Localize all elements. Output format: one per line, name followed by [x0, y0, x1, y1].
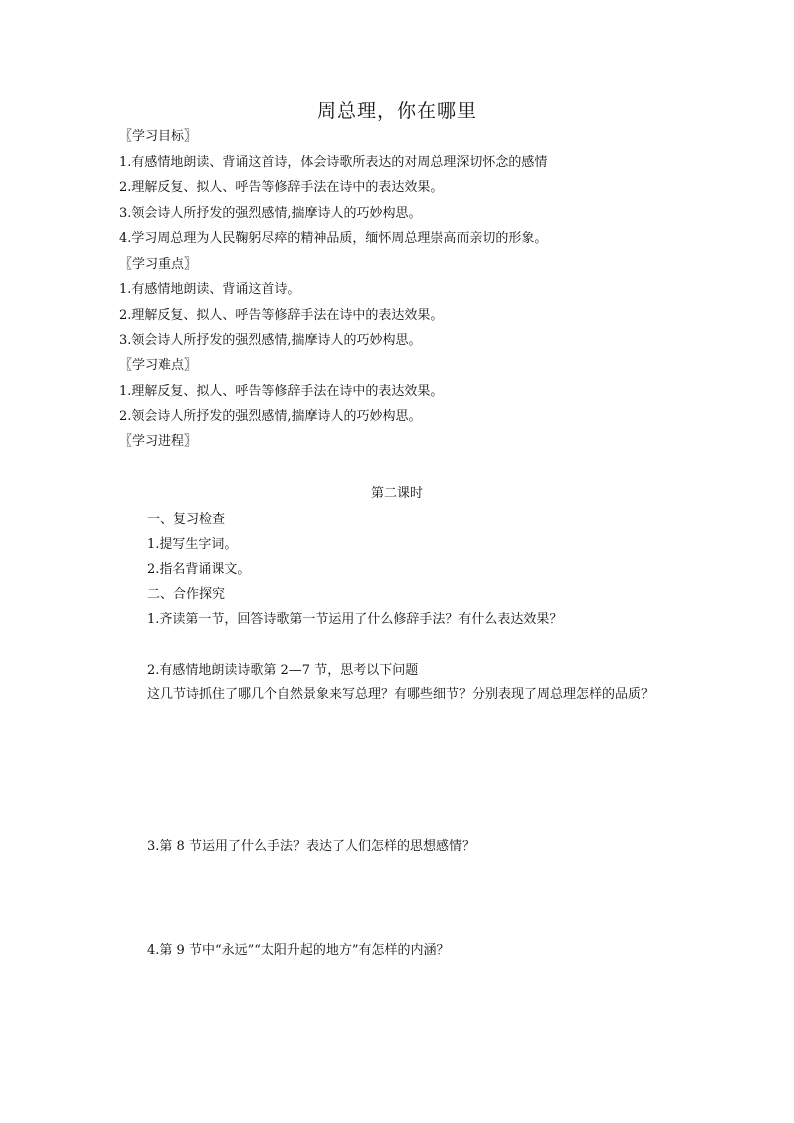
question-3: 3.第 8 节运用了什么手法？表达了人们怎样的思想感情？ — [147, 839, 475, 854]
key-points-heading: 〖学习重点〗 — [119, 257, 198, 272]
question-2-detail: 这几节诗抓住了哪几个自然景象来写总理？有哪些细节？分别表现了周总理怎样的品质？ — [147, 687, 655, 702]
difficulty-item: 2.领会诗人所抒发的强烈感情,揣摩诗人的巧妙构思。 — [119, 409, 422, 424]
question-2: 2.有感情地朗读诗歌第 2—7 节，思考以下问题 — [147, 663, 419, 678]
goal-item: 2.理解反复、拟人、呼告等修辞手法在诗中的表达效果。 — [119, 180, 444, 195]
section1-heading: 一、复习检查 — [147, 512, 226, 527]
document-title: 周总理，你在哪里 — [316, 100, 477, 122]
key-point-item: 3.领会诗人所抒发的强烈感情,揣摩诗人的巧妙构思。 — [119, 333, 422, 348]
difficulties-heading: 〖学习难点〗 — [119, 358, 198, 373]
difficulty-item: 1.理解反复、拟人、呼告等修辞手法在诗中的表达效果。 — [119, 384, 444, 399]
goal-item: 1.有感情地朗读、背诵这首诗，体会诗歌所表达的对周总理深切怀念的感情 — [119, 155, 548, 170]
section2-heading: 二、合作探究 — [147, 587, 226, 602]
question-1: 1.齐读第一节，回答诗歌第一节运用了什么修辞手法？有什么表达效果？ — [147, 612, 563, 627]
goal-item: 3.领会诗人所抒发的强烈感情,揣摩诗人的巧妙构思。 — [119, 206, 422, 221]
key-point-item: 1.有感情地朗读、背诵这首诗。 — [119, 282, 301, 297]
section1-item: 1.提写生字词。 — [147, 537, 238, 552]
goal-item: 4.学习周总理为人民鞠躬尽瘁的精神品质，缅怀周总理崇高而亲切的形象。 — [119, 231, 548, 246]
process-heading: 〖学习进程〗 — [119, 434, 198, 449]
goals-heading: 〖学习目标〗 — [119, 129, 198, 144]
key-point-item: 2.理解反复、拟人、呼告等修辞手法在诗中的表达效果。 — [119, 308, 444, 323]
question-4: 4.第 9 节中“永远”“太阳升起的地方”有怎样的内涵？ — [147, 943, 450, 958]
section1-item: 2.指名背诵课文。 — [147, 562, 251, 577]
lesson-label: 第二课时 — [370, 486, 423, 501]
